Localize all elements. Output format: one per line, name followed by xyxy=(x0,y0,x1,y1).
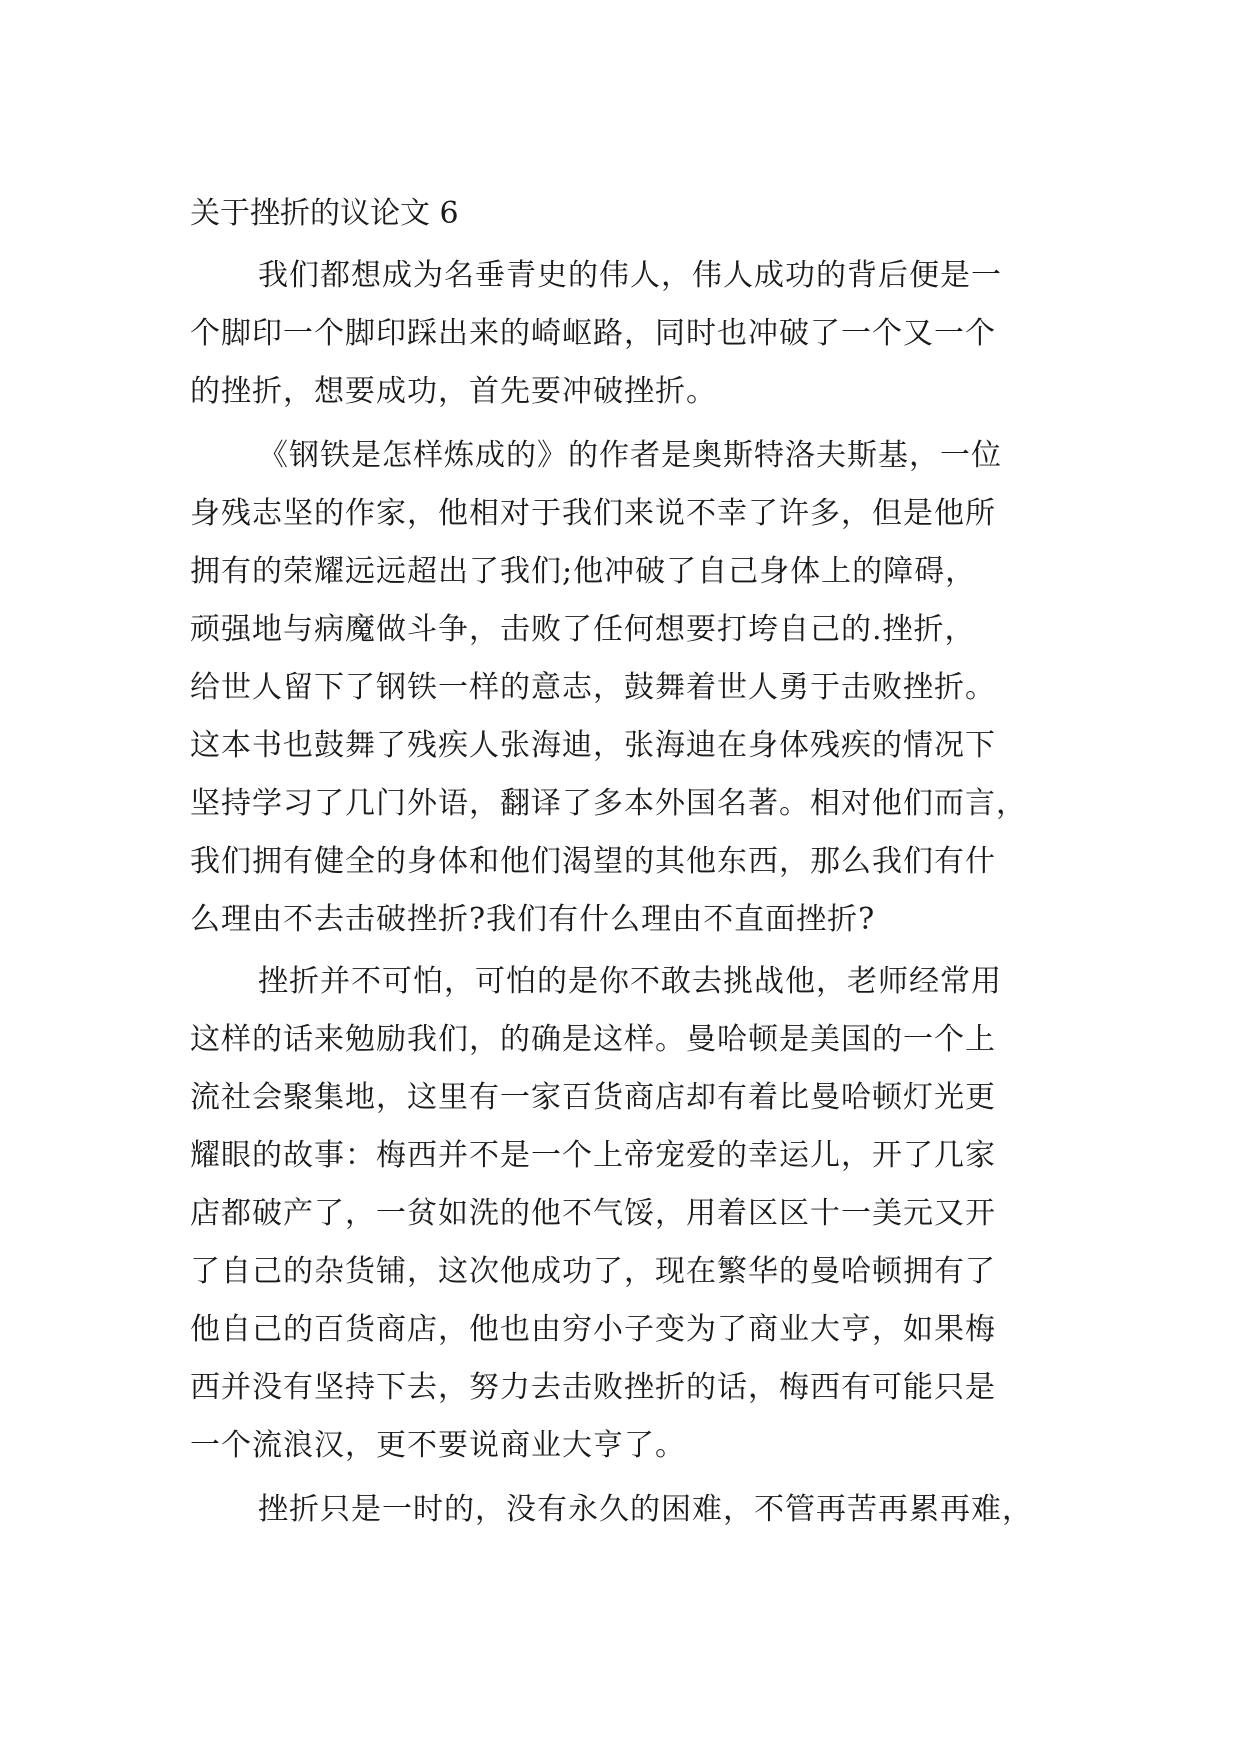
paragraph-3-line-5: 店都破产了，一贫如洗的他不气馁，用着区区十一美元又开 xyxy=(190,1196,996,1231)
paragraph-3-line-7: 他自己的百货商店，他也由穷小子变为了商业大亨，如果梅 xyxy=(190,1312,996,1347)
paragraph-3-line-8: 西并没有坚持下去，努力去击败挫折的话，梅西有可能只是 xyxy=(190,1370,996,1405)
paragraph-3-line-1: 挫折并不可怕，可怕的是你不敢去挑战他，老师经常用 xyxy=(258,964,1002,999)
paragraph-2-line-7: 坚持学习了几门外语，翻译了多本外国名著。相对他们而言， xyxy=(190,786,1027,821)
paragraph-2-line-1: 《钢铁是怎样炼成的》的作者是奥斯特洛夫斯基，一位 xyxy=(258,438,1002,473)
document-title: 关于挫折的议论文 6 xyxy=(190,196,459,231)
paragraph-3-line-4: 耀眼的故事：梅西并不是一个上帝宠爱的幸运儿，开了几家 xyxy=(190,1138,996,1173)
paragraph-1-line-1: 我们都想成为名垂青史的伟人，伟人成功的背后便是一 xyxy=(258,258,1002,293)
paragraph-3-line-3: 流社会聚集地，这里有一家百货商店却有着比曼哈顿灯光更 xyxy=(190,1080,996,1115)
paragraph-2-line-9: 么理由不去击破挫折?我们有什么理由不直面挫折? xyxy=(190,902,876,937)
paragraph-4-line-1: 挫折只是一时的，没有永久的困难，不管再苦再累再难， xyxy=(258,1492,1033,1527)
paragraph-2-line-4: 顽强地与病魔做斗争，击败了任何想要打垮自己的.挫折， xyxy=(190,612,976,647)
paragraph-2-line-5: 给世人留下了钢铁一样的意志，鼓舞着世人勇于击败挫折。 xyxy=(190,670,996,705)
paragraph-2-line-2: 身残志坚的作家，他相对于我们来说不幸了许多，但是他所 xyxy=(190,496,996,531)
paragraph-1-line-2: 个脚印一个脚印踩出来的崎岖路，同时也冲破了一个又一个 xyxy=(190,316,996,351)
paragraph-2-line-3: 拥有的荣耀远远超出了我们;他冲破了自己身体上的障碍， xyxy=(190,554,977,589)
paragraph-2-line-8: 我们拥有健全的身体和他们渴望的其他东西，那么我们有什 xyxy=(190,844,996,879)
paragraph-3-line-9: 一个流浪汉，更不要说商业大亨了。 xyxy=(190,1428,686,1463)
paragraph-3-line-2: 这样的话来勉励我们，的确是这样。曼哈顿是美国的一个上 xyxy=(190,1022,996,1057)
paragraph-1-line-3: 的挫折，想要成功，首先要冲破挫折。 xyxy=(190,374,717,409)
paragraph-3-line-6: 了自己的杂货铺，这次他成功了，现在繁华的曼哈顿拥有了 xyxy=(190,1254,996,1289)
paragraph-2-line-6: 这本书也鼓舞了残疾人张海迪，张海迪在身体残疾的情况下 xyxy=(190,728,996,763)
